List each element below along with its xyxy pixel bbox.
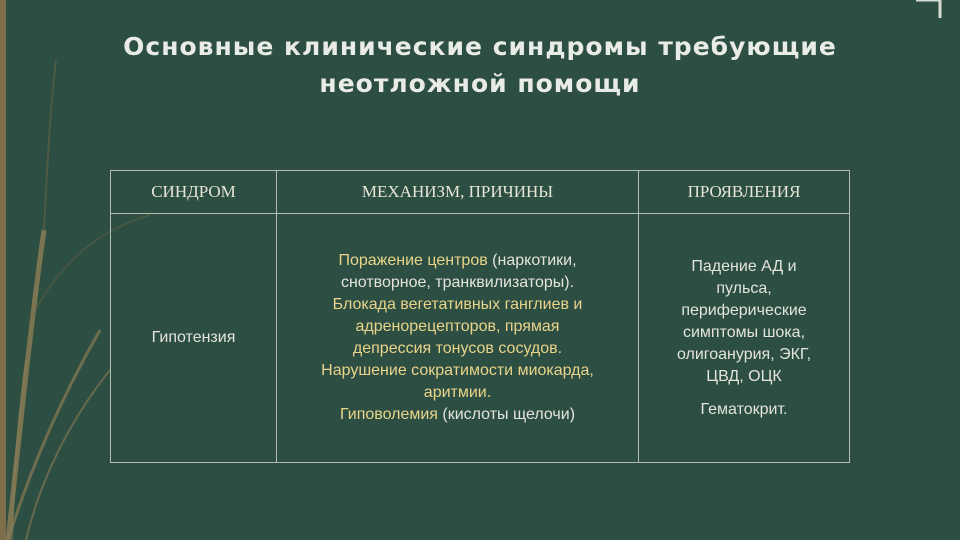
manifestation-line: симптомы шока,	[682, 323, 806, 341]
mechanism-highlight: Поражение центров	[338, 252, 488, 269]
mechanism-line: аритмии.	[423, 384, 492, 401]
left-bar	[0, 0, 6, 540]
header-syndrome: СИНДРОМ	[111, 171, 277, 214]
header-mechanism: МЕХАНИЗМ, ПРИЧИНЫ	[277, 171, 639, 214]
corner-mark-icon	[916, 0, 940, 18]
mechanism-highlight: Нарушение сократимости миокарда,	[321, 362, 594, 379]
page-title-line-1: Основные клинические синдромы требующие	[123, 32, 837, 61]
cell-syndrome: Гипотензия	[111, 214, 277, 463]
manifestation-line: олигоанурия, ЭКГ,	[676, 345, 812, 363]
manifestation-line: Гематокрит.	[700, 400, 788, 418]
table-row	[111, 214, 850, 463]
mechanism-highlight: Блокада вегетативных ганглиев и	[332, 296, 583, 313]
table-header-row	[111, 171, 850, 214]
mechanism-item	[283, 294, 632, 360]
header-manifestations: ПРОЯВЛЕНИЯ	[639, 171, 850, 214]
mechanism-line: снотворное, транквилизаторы).	[340, 274, 575, 291]
mechanism-item	[283, 404, 632, 426]
cell-manifestations	[639, 214, 850, 463]
page-title	[60, 28, 900, 102]
mechanism-highlight: Гиповолемия	[339, 406, 438, 423]
mechanism-item	[283, 250, 632, 294]
syndromes-table	[110, 170, 850, 463]
manifestation-line: Падение АД и	[691, 257, 797, 275]
manifestation-line: пульса,	[716, 279, 772, 297]
mechanism-rest: (наркотики,	[487, 252, 577, 269]
mechanism-rest: (кислоты щелочи)	[437, 406, 576, 423]
grass-stroke-5	[44, 60, 56, 230]
cell-mechanism	[277, 214, 639, 463]
manifestation-line: ЦВД, ОЦК	[706, 367, 782, 385]
page-title-line-2: неотложной помощи	[319, 69, 641, 98]
mechanism-line: депрессия тонусов сосудов.	[352, 340, 563, 357]
mechanism-item	[283, 360, 632, 404]
manifestation-line: периферические	[681, 301, 807, 319]
mechanism-line: адренорецепторов, прямая	[355, 318, 560, 335]
